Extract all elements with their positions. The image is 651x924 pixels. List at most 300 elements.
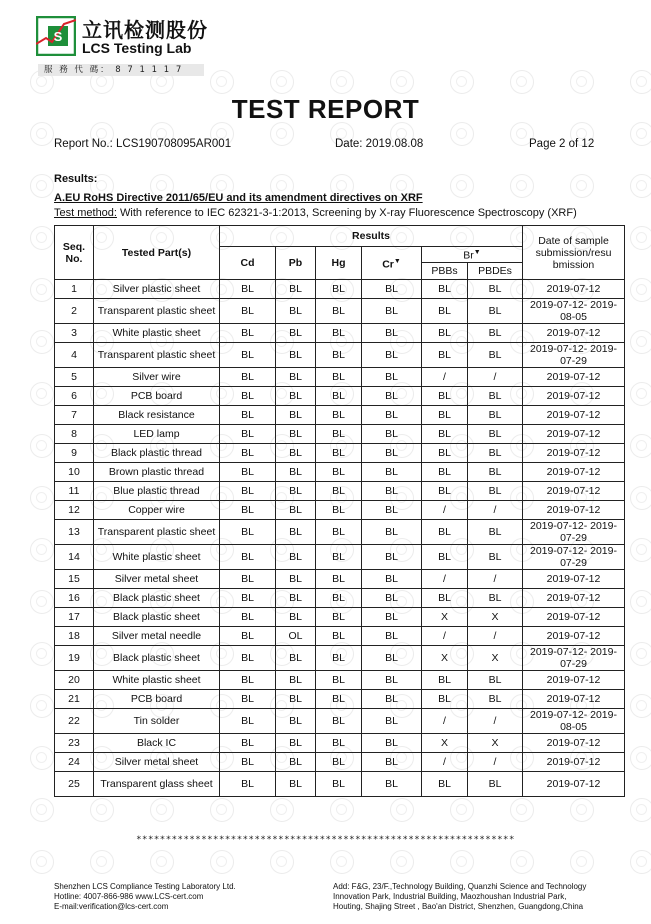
- row-tested-part: PCB board: [94, 690, 220, 709]
- row-hg: BL: [316, 753, 362, 772]
- row-pbdes: BL: [468, 482, 523, 501]
- end-of-results-marker: ****************************************************************: [136, 835, 515, 845]
- row-tested-part: LED lamp: [94, 425, 220, 444]
- row-pb: BL: [276, 425, 316, 444]
- watermark-seal-icon: [510, 174, 534, 198]
- watermark-seal-icon: [450, 122, 474, 146]
- row-date: 2019-07-12: [523, 406, 625, 425]
- row-pbbs: BL: [422, 387, 468, 406]
- row-pbbs: X: [422, 646, 468, 671]
- row-pbbs: BL: [422, 343, 468, 368]
- row-hg: BL: [316, 280, 362, 299]
- row-pb: BL: [276, 608, 316, 627]
- watermark-seal-icon: [450, 798, 474, 822]
- table-row: [55, 646, 625, 671]
- row-hg: BL: [316, 520, 362, 545]
- row-pbdes: /: [468, 627, 523, 646]
- row-hg: BL: [316, 671, 362, 690]
- header-pbbs: PBBs: [422, 263, 468, 280]
- table-row: [55, 387, 625, 406]
- row-hg: BL: [316, 299, 362, 324]
- row-seq-no: 17: [55, 608, 94, 627]
- row-pb: BL: [276, 280, 316, 299]
- watermark-seal-icon: [30, 174, 54, 198]
- row-hg: BL: [316, 570, 362, 589]
- row-pbdes: BL: [468, 343, 523, 368]
- row-cr: BL: [362, 463, 422, 482]
- row-pb: BL: [276, 589, 316, 608]
- row-seq-no: 16: [55, 589, 94, 608]
- row-hg: BL: [316, 406, 362, 425]
- row-pbbs: BL: [422, 280, 468, 299]
- row-seq-no: 12: [55, 501, 94, 520]
- row-cr: BL: [362, 387, 422, 406]
- watermark-seal-icon: [30, 694, 54, 718]
- watermark-seal-icon: [630, 122, 651, 146]
- row-pb: BL: [276, 753, 316, 772]
- watermark-seal-icon: [330, 850, 354, 874]
- row-tested-part: White plastic sheet: [94, 671, 220, 690]
- watermark-seal-icon: [390, 850, 414, 874]
- watermark-seal-icon: [330, 798, 354, 822]
- row-cr: BL: [362, 324, 422, 343]
- watermark-seal-icon: [30, 590, 54, 614]
- watermark-seal-icon: [510, 70, 534, 94]
- table-row: [55, 324, 625, 343]
- row-cr: BL: [362, 646, 422, 671]
- row-tested-part: Transparent plastic sheet: [94, 299, 220, 324]
- header-br-label: Br: [463, 249, 474, 262]
- header-seq-no: Seq. No.: [55, 226, 94, 280]
- row-pbbs: BL: [422, 406, 468, 425]
- row-pbbs: /: [422, 501, 468, 520]
- table-row: [55, 671, 625, 690]
- table-row: [55, 299, 625, 324]
- br-footnote-mark: ▼: [473, 249, 481, 257]
- row-tested-part: Brown plastic thread: [94, 463, 220, 482]
- row-pbbs: BL: [422, 482, 468, 501]
- watermark-seal-icon: [630, 538, 651, 562]
- row-pbdes: BL: [468, 589, 523, 608]
- row-seq-no: 3: [55, 324, 94, 343]
- row-pbbs: X: [422, 608, 468, 627]
- row-pb: BL: [276, 646, 316, 671]
- watermark-seal-icon: [210, 850, 234, 874]
- row-cd: BL: [220, 589, 276, 608]
- watermark-seal-icon: [270, 850, 294, 874]
- row-cd: BL: [220, 570, 276, 589]
- row-pbdes: BL: [468, 425, 523, 444]
- row-tested-part: Tin solder: [94, 709, 220, 734]
- row-cr: BL: [362, 570, 422, 589]
- footer-address-2: Innovation Park, Industrial Building, Maozhoushan Industrial Park,: [333, 892, 567, 901]
- row-date: 2019-07-12- 2019-07-29: [523, 646, 625, 671]
- watermark-seal-icon: [210, 70, 234, 94]
- watermark-seal-icon: [450, 174, 474, 198]
- row-pb: BL: [276, 368, 316, 387]
- row-hg: BL: [316, 444, 362, 463]
- row-pbdes: BL: [468, 444, 523, 463]
- row-pbbs: BL: [422, 772, 468, 797]
- row-seq-no: 25: [55, 772, 94, 797]
- row-pb: BL: [276, 520, 316, 545]
- row-cd: BL: [220, 463, 276, 482]
- row-seq-no: 14: [55, 545, 94, 570]
- watermark-seal-icon: [570, 850, 594, 874]
- row-cd: BL: [220, 545, 276, 570]
- table-row: [55, 608, 625, 627]
- table-row: [55, 444, 625, 463]
- row-pb: BL: [276, 343, 316, 368]
- row-tested-part: White plastic sheet: [94, 324, 220, 343]
- row-seq-no: 4: [55, 343, 94, 368]
- row-pbbs: BL: [422, 425, 468, 444]
- row-tested-part: Black plastic thread: [94, 444, 220, 463]
- row-pbdes: X: [468, 646, 523, 671]
- watermark-seal-icon: [90, 850, 114, 874]
- watermark-seal-icon: [630, 278, 651, 302]
- row-cr: BL: [362, 482, 422, 501]
- table-row: [55, 734, 625, 753]
- row-seq-no: 7: [55, 406, 94, 425]
- watermark-seal-icon: [630, 694, 651, 718]
- header-cd: Cd: [220, 247, 276, 280]
- row-pbbs: BL: [422, 671, 468, 690]
- watermark-seal-icon: [30, 538, 54, 562]
- footer-address-3: Houting, Shajing Street , Bao'an District, Shenzhen, Guangdong,China: [333, 902, 584, 911]
- row-cd: BL: [220, 709, 276, 734]
- row-date: 2019-07-12- 2019-07-29: [523, 343, 625, 368]
- row-date: 2019-07-12: [523, 627, 625, 646]
- row-cr: BL: [362, 520, 422, 545]
- row-hg: BL: [316, 343, 362, 368]
- watermark-seal-icon: [630, 642, 651, 666]
- row-tested-part: Transparent plastic sheet: [94, 343, 220, 368]
- row-seq-no: 2: [55, 299, 94, 324]
- row-tested-part: Black plastic sheet: [94, 589, 220, 608]
- table-row: [55, 627, 625, 646]
- row-pb: BL: [276, 482, 316, 501]
- row-tested-part: Silver metal sheet: [94, 570, 220, 589]
- watermark-seal-icon: [210, 798, 234, 822]
- row-pb: BL: [276, 299, 316, 324]
- row-seq-no: 22: [55, 709, 94, 734]
- watermark-seal-icon: [150, 798, 174, 822]
- row-pb: BL: [276, 324, 316, 343]
- row-hg: BL: [316, 627, 362, 646]
- company-name-cn: 立讯检测股份: [82, 18, 208, 42]
- watermark-seal-icon: [30, 746, 54, 770]
- watermark-seal-icon: [30, 850, 54, 874]
- watermark-seal-icon: [270, 122, 294, 146]
- row-pb: BL: [276, 501, 316, 520]
- row-cr: BL: [362, 709, 422, 734]
- row-cr: BL: [362, 406, 422, 425]
- row-tested-part: Transparent plastic sheet: [94, 520, 220, 545]
- row-cr: BL: [362, 501, 422, 520]
- table-row: [55, 501, 625, 520]
- watermark-seal-icon: [30, 486, 54, 510]
- watermark-seal-icon: [630, 330, 651, 354]
- row-cd: BL: [220, 627, 276, 646]
- row-hg: BL: [316, 772, 362, 797]
- watermark-seal-icon: [270, 70, 294, 94]
- footer-right: [333, 882, 623, 912]
- row-cd: BL: [220, 671, 276, 690]
- row-pbbs: BL: [422, 444, 468, 463]
- row-pb: BL: [276, 444, 316, 463]
- company-name-en: LCS Testing Lab: [82, 40, 192, 56]
- row-pbdes: BL: [468, 299, 523, 324]
- row-hg: BL: [316, 324, 362, 343]
- header-pb: Pb: [276, 247, 316, 280]
- row-tested-part: Black plastic sheet: [94, 608, 220, 627]
- row-cr: BL: [362, 627, 422, 646]
- row-cd: BL: [220, 444, 276, 463]
- row-hg: BL: [316, 463, 362, 482]
- row-seq-no: 24: [55, 753, 94, 772]
- row-hg: BL: [316, 425, 362, 444]
- watermark-seal-icon: [390, 798, 414, 822]
- row-date: 2019-07-12- 2019-08-05: [523, 299, 625, 324]
- table-row: [55, 280, 625, 299]
- row-seq-no: 9: [55, 444, 94, 463]
- row-cr: BL: [362, 299, 422, 324]
- row-pbbs: BL: [422, 520, 468, 545]
- watermark-seal-icon: [30, 330, 54, 354]
- row-pb: BL: [276, 671, 316, 690]
- row-tested-part: Silver metal sheet: [94, 753, 220, 772]
- row-cr: BL: [362, 343, 422, 368]
- row-date: 2019-07-12: [523, 671, 625, 690]
- table-row: [55, 570, 625, 589]
- watermark-seal-icon: [630, 590, 651, 614]
- row-date: 2019-07-12: [523, 570, 625, 589]
- row-pbbs: X: [422, 734, 468, 753]
- row-cd: BL: [220, 501, 276, 520]
- row-date: 2019-07-12: [523, 690, 625, 709]
- row-tested-part: Silver metal needle: [94, 627, 220, 646]
- table-row: [55, 425, 625, 444]
- row-date: 2019-07-12: [523, 608, 625, 627]
- row-pb: BL: [276, 463, 316, 482]
- footer-address-1: Add: F&G, 23/F.,Technology Building, Quanzhi Science and Technology: [333, 882, 587, 891]
- row-cr: BL: [362, 734, 422, 753]
- row-cd: BL: [220, 482, 276, 501]
- row-pbdes: BL: [468, 406, 523, 425]
- watermark-seal-icon: [630, 226, 651, 250]
- results-label: Results:: [54, 173, 98, 185]
- row-date: 2019-07-12: [523, 734, 625, 753]
- row-cd: BL: [220, 425, 276, 444]
- row-cr: BL: [362, 545, 422, 570]
- row-cd: BL: [220, 772, 276, 797]
- row-tested-part: White plastic sheet: [94, 545, 220, 570]
- row-seq-no: 5: [55, 368, 94, 387]
- row-pbbs: BL: [422, 463, 468, 482]
- footer-hotline: Hotline: 4007-866-986 www.LCS-cert.com: [54, 892, 204, 901]
- row-cr: BL: [362, 753, 422, 772]
- row-cr: BL: [362, 444, 422, 463]
- table-row: [55, 520, 625, 545]
- watermark-seal-icon: [30, 382, 54, 406]
- row-cd: BL: [220, 690, 276, 709]
- row-pbdes: X: [468, 608, 523, 627]
- row-cd: BL: [220, 406, 276, 425]
- watermark-seal-icon: [90, 798, 114, 822]
- header-date: Date of sample submission/resu bmission: [523, 226, 625, 280]
- test-method: [54, 207, 577, 219]
- row-tested-part: Black resistance: [94, 406, 220, 425]
- row-seq-no: 20: [55, 671, 94, 690]
- row-pbdes: BL: [468, 387, 523, 406]
- watermark-seal-icon: [390, 70, 414, 94]
- row-hg: BL: [316, 646, 362, 671]
- section-title: A.EU RoHS Directive 2011/65/EU and its amendment directives on XRF: [54, 192, 423, 204]
- report-title: TEST REPORT: [231, 94, 420, 124]
- test-method-label: Test method:: [54, 207, 117, 219]
- row-cd: BL: [220, 280, 276, 299]
- row-pbbs: BL: [422, 690, 468, 709]
- table-row: [55, 406, 625, 425]
- row-pbdes: /: [468, 570, 523, 589]
- svg-text:S: S: [53, 29, 63, 44]
- watermark-seal-icon: [630, 434, 651, 458]
- watermark-seal-icon: [30, 798, 54, 822]
- row-cd: BL: [220, 753, 276, 772]
- cr-footnote-mark: ▼: [393, 257, 401, 265]
- row-date: 2019-07-12- 2019-07-29: [523, 520, 625, 545]
- watermark-seal-icon: [450, 850, 474, 874]
- row-cd: BL: [220, 520, 276, 545]
- row-cr: BL: [362, 425, 422, 444]
- watermark-seal-icon: [270, 798, 294, 822]
- row-seq-no: 15: [55, 570, 94, 589]
- row-pbbs: /: [422, 368, 468, 387]
- watermark-seal-icon: [630, 70, 651, 94]
- report-date: Date: 2019.08.08: [335, 138, 424, 150]
- row-tested-part: Silver wire: [94, 368, 220, 387]
- table-row: [55, 368, 625, 387]
- row-pbdes: BL: [468, 280, 523, 299]
- row-seq-no: 8: [55, 425, 94, 444]
- row-pbbs: /: [422, 627, 468, 646]
- row-date: 2019-07-12: [523, 280, 625, 299]
- row-date: 2019-07-12- 2019-08-05: [523, 709, 625, 734]
- row-cd: BL: [220, 646, 276, 671]
- row-pbbs: BL: [422, 299, 468, 324]
- row-pb: BL: [276, 734, 316, 753]
- row-pbdes: /: [468, 753, 523, 772]
- watermark-seal-icon: [630, 382, 651, 406]
- page-indicator: Page 2 of 12: [529, 138, 595, 150]
- row-pbbs: BL: [422, 589, 468, 608]
- row-date: 2019-07-12: [523, 482, 625, 501]
- row-pb: BL: [276, 570, 316, 589]
- row-pb: BL: [276, 709, 316, 734]
- watermark-seal-icon: [570, 174, 594, 198]
- row-pb: BL: [276, 387, 316, 406]
- row-tested-part: Copper wire: [94, 501, 220, 520]
- row-pb: BL: [276, 406, 316, 425]
- watermark-seal-icon: [30, 226, 54, 250]
- row-pbdes: /: [468, 709, 523, 734]
- row-cr: BL: [362, 368, 422, 387]
- row-pbbs: /: [422, 709, 468, 734]
- row-date: 2019-07-12: [523, 501, 625, 520]
- row-pbdes: /: [468, 368, 523, 387]
- row-pbdes: BL: [468, 324, 523, 343]
- watermark-seal-icon: [30, 642, 54, 666]
- row-cd: BL: [220, 368, 276, 387]
- row-hg: BL: [316, 387, 362, 406]
- watermark-seal-icon: [570, 798, 594, 822]
- row-tested-part: Black plastic sheet: [94, 646, 220, 671]
- row-seq-no: 1: [55, 280, 94, 299]
- header-cr: [362, 247, 422, 280]
- watermark-seal-icon: [450, 70, 474, 94]
- row-cd: BL: [220, 343, 276, 368]
- header-br: [422, 247, 523, 263]
- row-pb: BL: [276, 772, 316, 797]
- watermark-seal-icon: [630, 850, 651, 874]
- row-hg: BL: [316, 709, 362, 734]
- watermark-seal-icon: [30, 122, 54, 146]
- row-hg: BL: [316, 589, 362, 608]
- watermark-seal-icon: [510, 798, 534, 822]
- watermark-seal-icon: [30, 278, 54, 302]
- table-row: [55, 343, 625, 368]
- row-cr: BL: [362, 280, 422, 299]
- row-date: 2019-07-12: [523, 387, 625, 406]
- row-date: 2019-07-12: [523, 444, 625, 463]
- header-results: Results: [220, 226, 523, 247]
- table-row: [55, 709, 625, 734]
- row-hg: BL: [316, 368, 362, 387]
- table-row: [55, 463, 625, 482]
- table-row: [55, 545, 625, 570]
- row-seq-no: 21: [55, 690, 94, 709]
- row-pbbs: BL: [422, 545, 468, 570]
- watermark-seal-icon: [630, 746, 651, 770]
- watermark-seal-icon: [30, 434, 54, 458]
- report-number: Report No.: LCS190708095AR001: [54, 138, 232, 150]
- row-cr: BL: [362, 671, 422, 690]
- header-hg: Hg: [316, 247, 362, 280]
- table-row: [55, 753, 625, 772]
- header-pbdes: PBDEs: [468, 263, 523, 280]
- row-tested-part: Black IC: [94, 734, 220, 753]
- row-cd: BL: [220, 734, 276, 753]
- row-pbdes: BL: [468, 520, 523, 545]
- results-table: [54, 225, 625, 797]
- row-tested-part: Blue plastic thread: [94, 482, 220, 501]
- row-pbdes: BL: [468, 545, 523, 570]
- row-cd: BL: [220, 299, 276, 324]
- table-row: [55, 772, 625, 797]
- table-row: [55, 482, 625, 501]
- service-code: 服 務 代 碼： 8 7 1 1 1 7: [38, 64, 204, 76]
- watermark-seal-icon: [330, 70, 354, 94]
- row-seq-no: 10: [55, 463, 94, 482]
- row-date: 2019-07-12: [523, 324, 625, 343]
- row-seq-no: 18: [55, 627, 94, 646]
- row-date: 2019-07-12: [523, 425, 625, 444]
- table-row: [55, 690, 625, 709]
- row-pbdes: BL: [468, 671, 523, 690]
- row-hg: BL: [316, 734, 362, 753]
- row-hg: BL: [316, 545, 362, 570]
